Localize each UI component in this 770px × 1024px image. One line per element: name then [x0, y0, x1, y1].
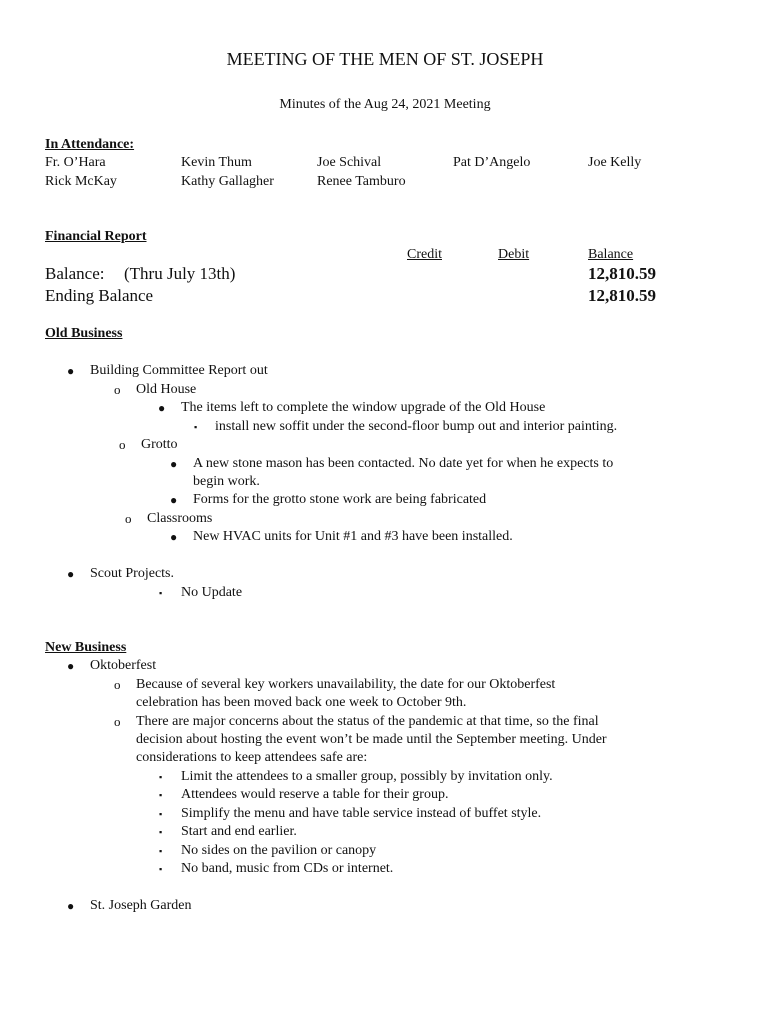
balance-row-label: Balance: — [45, 264, 105, 283]
attendee-name: Pat D’Angelo — [453, 155, 531, 170]
bullet-dot-icon: ● — [158, 401, 166, 415]
bullet-circle-icon: o — [114, 382, 121, 397]
list-item: Grotto — [141, 437, 178, 452]
bullet-dot-icon: ● — [170, 457, 178, 471]
list-item-continued: begin work. — [193, 474, 260, 489]
bullet-circle-icon: o — [119, 437, 126, 452]
list-item: Scout Projects. — [90, 566, 174, 581]
list-item: Attendees would reserve a table for their group. — [181, 787, 449, 802]
attendee-name: Joe Schival — [317, 155, 382, 170]
list-item: No sides on the pavilion or canopy — [181, 843, 377, 858]
list-item: Start and end earlier. — [181, 824, 297, 839]
bullet-dot-icon: ● — [67, 899, 75, 913]
list-item: No Update — [181, 585, 243, 600]
list-item: A new stone mason has been contacted. No date yet for when he expects to — [193, 456, 614, 471]
bullet-dot-icon: ● — [67, 659, 75, 673]
bullet-square-icon: ▪ — [159, 827, 163, 837]
bullet-square-icon: ▪ — [159, 772, 163, 782]
new-business-heading: New Business — [45, 640, 127, 655]
balance-row-note: (Thru July 13th) — [124, 264, 236, 283]
list-item: Forms for the grotto stone work are being fabricated — [193, 492, 487, 507]
bullet-dot-icon: ● — [170, 493, 178, 507]
list-item: The items left to complete the window upgrade of the Old House — [181, 400, 546, 415]
financial-heading: Financial Report — [45, 229, 147, 244]
list-item-continued: considerations to keep attendees safe are: — [136, 750, 368, 765]
list-item: New HVAC units for Unit #1 and #3 have been installed. — [193, 529, 513, 544]
attendee-name: Joe Kelly — [588, 155, 642, 170]
list-item: Old House — [136, 382, 197, 397]
attendee-name: Renee Tamburo — [317, 174, 406, 189]
attendee-name: Fr. O’Hara — [45, 155, 106, 170]
balance-value: 12,810.59 — [588, 264, 656, 283]
document-title: MEETING OF THE MEN OF ST. JOSEPH — [226, 49, 544, 69]
bullet-circle-icon: o — [114, 714, 121, 729]
attendee-name: Kathy Gallagher — [181, 174, 274, 189]
debit-column-header: Debit — [498, 247, 530, 262]
attendance-heading: In Attendance: — [45, 137, 135, 152]
list-item-continued: celebration has been moved back one week to October 9th. — [136, 695, 467, 710]
bullet-square-icon: ▪ — [194, 422, 198, 432]
list-item: St. Joseph Garden — [90, 898, 192, 913]
attendee-name: Kevin Thum — [181, 155, 252, 170]
list-item: install new soffit under the second-floor bump out and interior painting. — [215, 419, 618, 434]
ending-balance-value: 12,810.59 — [588, 286, 656, 305]
bullet-square-icon: ▪ — [159, 790, 163, 800]
list-item: No band, music from CDs or internet. — [181, 861, 394, 876]
bullet-square-icon: ▪ — [159, 809, 163, 819]
bullet-dot-icon: ● — [67, 567, 75, 581]
credit-column-header: Credit — [407, 247, 442, 262]
bullet-circle-icon: o — [125, 511, 132, 526]
ending-balance-label: Ending Balance — [45, 286, 154, 305]
balance-column-header: Balance — [588, 247, 634, 262]
bullet-dot-icon: ● — [170, 530, 178, 544]
list-item: Because of several key workers unavailability, the date for our Oktoberfest — [136, 677, 556, 692]
old-business-heading: Old Business — [45, 326, 123, 341]
bullet-dot-icon: ● — [67, 364, 75, 378]
bullet-square-icon: ▪ — [159, 588, 163, 598]
list-item: Oktoberfest — [90, 658, 157, 673]
list-item: Limit the attendees to a smaller group, possibly by invitation only. — [181, 769, 553, 784]
list-item: There are major concerns about the status of the pandemic at that time, so the final — [136, 714, 599, 729]
list-item: Classrooms — [147, 511, 213, 526]
list-item: Building Committee Report out — [90, 363, 268, 378]
attendee-name: Rick McKay — [45, 174, 117, 189]
bullet-square-icon: ▪ — [159, 846, 163, 856]
document-subtitle: Minutes of the Aug 24, 2021 Meeting — [279, 97, 491, 112]
bullet-circle-icon: o — [114, 677, 121, 692]
list-item: Simplify the menu and have table service instead of buffet style. — [181, 806, 542, 821]
list-item-continued: decision about hosting the event won’t be made until the September meeting. Under — [136, 732, 607, 747]
bullet-square-icon: ▪ — [159, 864, 163, 874]
